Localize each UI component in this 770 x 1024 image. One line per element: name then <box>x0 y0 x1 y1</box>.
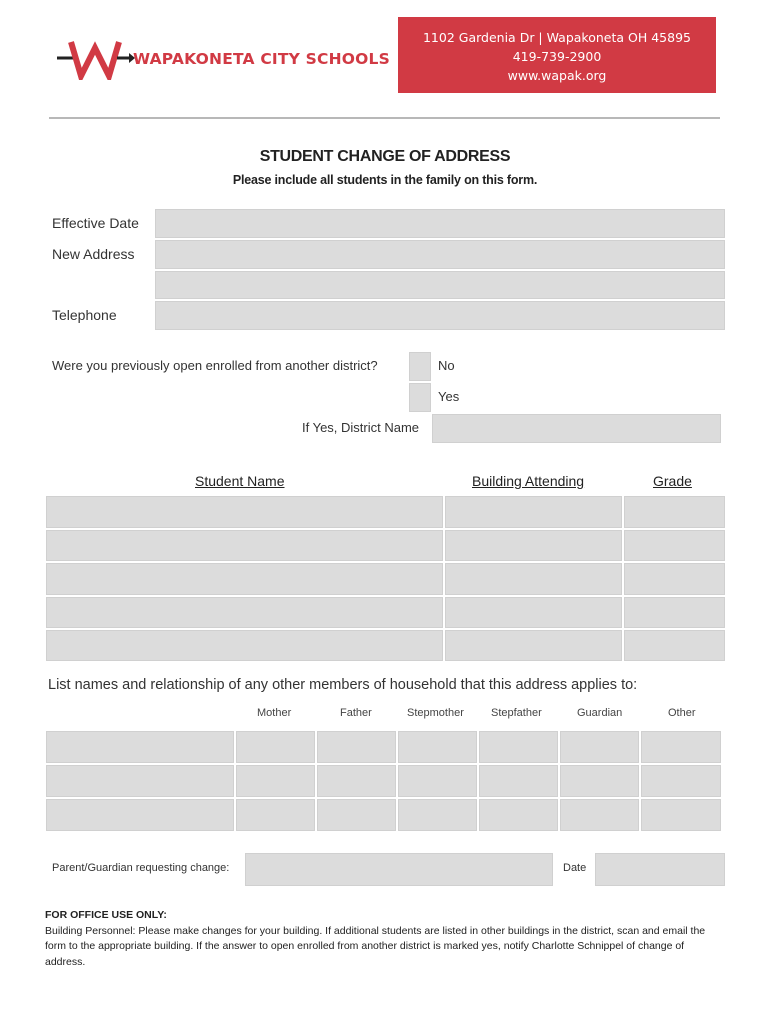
grade-field[interactable] <box>624 597 725 628</box>
mother-field[interactable] <box>236 799 315 831</box>
address-line: 1102 Gardenia Dr | Wapakoneta OH 45895 <box>422 30 691 45</box>
date-field[interactable] <box>595 853 725 886</box>
grade-field[interactable] <box>624 630 725 661</box>
new-address-field-line-2[interactable] <box>155 271 725 299</box>
household-name-field[interactable] <box>46 765 234 797</box>
guardian-field[interactable] <box>560 765 639 797</box>
building-attending-field[interactable] <box>445 630 622 661</box>
relationship-mother-header: Mother <box>257 707 292 719</box>
relationship-father-header: Father <box>340 707 372 719</box>
relationship-stepfather-header: Stepfather <box>491 707 542 719</box>
stepfather-field[interactable] <box>479 799 558 831</box>
building-attending-field[interactable] <box>445 597 622 628</box>
office-use-section <box>45 908 725 970</box>
father-field[interactable] <box>317 765 396 797</box>
district-logo-icon <box>57 38 135 80</box>
yes-option-label: Yes <box>438 389 460 404</box>
district-name-field[interactable] <box>432 414 721 443</box>
telephone-label: Telephone <box>52 307 117 323</box>
mother-field[interactable] <box>236 731 315 763</box>
student-name-field[interactable] <box>46 496 443 528</box>
student-name-header: Student Name <box>195 473 285 489</box>
stepfather-field[interactable] <box>479 731 558 763</box>
father-field[interactable] <box>317 731 396 763</box>
student-name-field[interactable] <box>46 630 443 661</box>
yes-checkbox[interactable] <box>409 383 431 412</box>
other-field[interactable] <box>641 765 721 797</box>
website-link[interactable]: www.wapak.org <box>507 68 607 83</box>
requester-field[interactable] <box>245 853 553 886</box>
student-name-field[interactable] <box>46 597 443 628</box>
stepmother-field[interactable] <box>398 765 477 797</box>
relationship-guardian-header: Guardian <box>577 707 623 719</box>
office-use-heading: FOR OFFICE USE ONLY: <box>45 909 167 921</box>
requester-label: Parent/Guardian requesting change: <box>52 862 230 874</box>
page-title: STUDENT CHANGE OF ADDRESS <box>259 148 511 165</box>
grade-field[interactable] <box>624 563 725 595</box>
effective-date-field[interactable] <box>155 209 725 238</box>
household-name-field[interactable] <box>46 731 234 763</box>
logo-text: WAPAKONETA CITY SCHOOLS <box>133 50 390 68</box>
stepmother-field[interactable] <box>398 731 477 763</box>
phone-number: 419-739-2900 <box>512 49 602 64</box>
building-attending-header: Building Attending <box>472 473 585 489</box>
relationship-stepmother-header: Stepmother <box>407 707 464 719</box>
open-enrolled-question: Were you previously open enrolled from another district? <box>52 358 378 373</box>
grade-header: Grade <box>653 473 692 489</box>
building-attending-field[interactable] <box>445 530 622 561</box>
building-attending-field[interactable] <box>445 496 622 528</box>
student-name-field[interactable] <box>46 530 443 561</box>
stepfather-field[interactable] <box>479 765 558 797</box>
other-field[interactable] <box>641 731 721 763</box>
new-address-field-line-1[interactable] <box>155 240 725 269</box>
office-use-text: Building Personnel: Please make changes for your building. If additional students are listed in other buildings in the district, scan and email the form to the appropriate building. If the answer to open enrolled from another district is marked yes, notify Charlotte Schnippel of change of address. <box>45 924 706 968</box>
building-attending-field[interactable] <box>445 563 622 595</box>
other-field[interactable] <box>641 799 721 831</box>
grade-field[interactable] <box>624 496 725 528</box>
contact-banner <box>398 17 716 93</box>
new-address-label: New Address <box>52 246 135 262</box>
district-name-label: If Yes, District Name <box>302 420 420 435</box>
no-option-label: No <box>438 358 455 373</box>
telephone-field[interactable] <box>155 301 725 330</box>
stepmother-field[interactable] <box>398 799 477 831</box>
grade-field[interactable] <box>624 530 725 561</box>
page-subtitle: Please include all students in the family on this form. <box>232 173 538 187</box>
relationship-other-header: Other <box>668 707 696 719</box>
guardian-field[interactable] <box>560 731 639 763</box>
mother-field[interactable] <box>236 765 315 797</box>
father-field[interactable] <box>317 799 396 831</box>
effective-date-label: Effective Date <box>52 215 139 231</box>
household-name-field[interactable] <box>46 799 234 831</box>
header-divider <box>49 117 720 119</box>
guardian-field[interactable] <box>560 799 639 831</box>
student-name-field[interactable] <box>46 563 443 595</box>
date-label: Date <box>563 862 587 874</box>
household-prompt: List names and relationship of any other members of household that this address applies to: <box>48 677 638 693</box>
no-checkbox[interactable] <box>409 352 431 381</box>
